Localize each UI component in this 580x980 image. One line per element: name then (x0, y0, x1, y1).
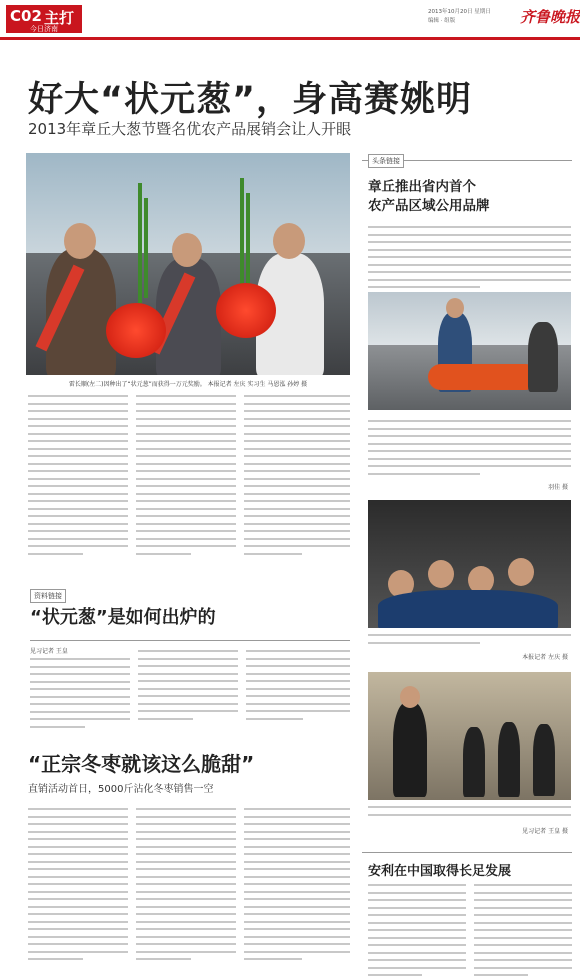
side4-byline: 见习记者 王皇 摄 (522, 828, 568, 835)
article1-body-col3 (244, 395, 350, 560)
side1-headline-line1: 章丘推出省内首个 (368, 179, 476, 195)
photo-caption: 雷长顺(左二)因种出了“状元葱”而获得一万元奖励。 本报记者 左庆 实习生 马恩泓 孙婷 摄 (68, 381, 308, 388)
issue-date: 2013年10月20日 星期日 (428, 9, 491, 15)
resource-byline: 见习记者 王皇 (30, 648, 68, 655)
resource-body-col1 (30, 658, 130, 733)
bottom-right-body-col1 (368, 884, 466, 980)
editor-line: 编辑 · 组版 (428, 18, 456, 24)
side1-body (368, 226, 571, 294)
red-ribbon-flower-2 (216, 283, 276, 338)
onion-stalk-2 (144, 198, 148, 298)
red-ribbon-flower-1 (106, 303, 166, 358)
photo-giant-onion (26, 153, 350, 375)
main-subheadline: 2013年章丘大葱节暨名优农产品展销会让人开眼 (28, 120, 352, 138)
masthead-logo: 齐鲁晚报 (520, 8, 580, 26)
side2-byline: 羽佳 摄 (548, 484, 568, 491)
page-code: C02 (10, 7, 42, 25)
header-meta (428, 8, 514, 26)
side3-byline: 本报记者 左庆 摄 (522, 654, 568, 661)
bottom-right-headline: 安利在中国取得长足发展 (368, 864, 512, 879)
onion-stalk-1 (138, 183, 142, 303)
article2-headline: “正宗冬枣就该这么脆甜” (28, 752, 255, 776)
article1-body-col2 (136, 395, 236, 560)
photo2-red-caterpillar (428, 364, 538, 390)
edition-label (6, 5, 82, 33)
resource-body-col3 (246, 650, 350, 725)
person-right-head (273, 223, 305, 259)
article2-body-col3 (244, 808, 350, 966)
side1-headline (368, 178, 568, 216)
photo-police-kids (368, 672, 571, 800)
resource-body-col2 (138, 650, 238, 725)
photo-children-game (368, 292, 571, 410)
resource-headline: “状元葱”是如何出炉的 (30, 607, 216, 628)
article2-subheadline: 直销活动首日，5000斤沾化冬枣销售一空 (28, 784, 214, 795)
person-left-head (64, 223, 96, 259)
side-tag: 头条链接 (368, 154, 404, 168)
bottom-right-body-col2 (474, 884, 572, 980)
bottom-right-divider (362, 852, 572, 853)
section-name: 主打 (44, 9, 75, 27)
page-header (0, 0, 580, 40)
resource-divider (30, 640, 350, 641)
side4-body (368, 806, 571, 821)
article1-body-col1 (28, 395, 128, 560)
resource-tag: 资料链接 (30, 589, 66, 603)
subsection-name: 今日济南 (30, 25, 58, 33)
side1-headline-line2: 农产品区域公用品牌 (368, 198, 490, 214)
side3-body (368, 634, 571, 649)
main-headline: 好大“状元葱”，身高赛姚明 (28, 80, 473, 120)
article2-body-col2 (136, 808, 236, 966)
article2-body-col1 (28, 808, 128, 966)
person-middle-head (172, 233, 202, 267)
photo-museum-kids (368, 500, 571, 628)
side2-body (368, 420, 571, 480)
